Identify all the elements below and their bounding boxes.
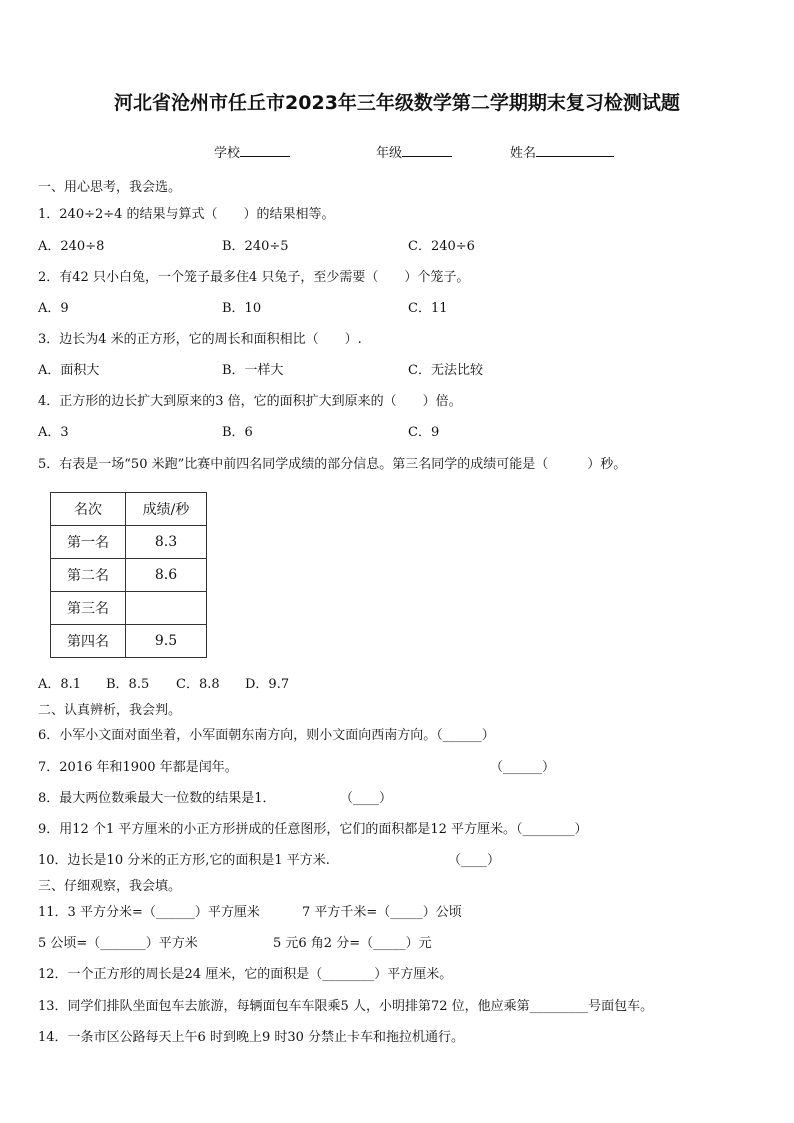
- table-cell: 第二名: [51, 559, 126, 592]
- q10-answer-blank[interactable]: （____）: [448, 853, 501, 868]
- q5-option-d[interactable]: D．9.7: [245, 677, 290, 692]
- table-cell: 8.3: [126, 526, 207, 559]
- q5-option-c[interactable]: C．8.8: [176, 677, 220, 692]
- question-13[interactable]: 13．同学们排队坐面包车去旅游，每辆面包车车限乘5 人，小明排第72 位，他应乘第_________号面包车。: [38, 999, 654, 1014]
- table-cell: 9.5: [126, 625, 207, 658]
- question-5: 5．右表是一场“50 米跑”比赛中前四名同学成绩的部分信息。第三名同学的成绩可能是（ ）秒。: [38, 457, 627, 472]
- table-row: [51, 625, 207, 658]
- table-row: [51, 559, 207, 592]
- table-cell: 第四名: [51, 625, 126, 658]
- question-11-part-b[interactable]: 7 平方千米=（_____）公顷: [302, 905, 462, 920]
- table-header-row: [51, 493, 207, 526]
- table-cell: 第一名: [51, 526, 126, 559]
- table-header-cell: 名次: [51, 493, 126, 526]
- section-2-heading: 二、认真辨析，我会判。: [38, 703, 182, 718]
- question-11-part-a[interactable]: 11．3 平方分米=（______）平方厘米: [38, 905, 260, 920]
- question-8: 8．最大两位数乘最大一位数的结果是1．: [38, 791, 276, 806]
- grade-blank[interactable]: [402, 143, 452, 157]
- section-1-heading: 一、用心思考，我会选。: [38, 180, 182, 195]
- q5-option-a[interactable]: A．8.1: [38, 677, 82, 692]
- table-cell: 8.6: [126, 559, 207, 592]
- q4-option-c[interactable]: C．9: [408, 425, 440, 440]
- q2-option-b[interactable]: B．10: [222, 301, 262, 316]
- question-7: 7．2016 年和1900 年都是闰年。: [38, 760, 238, 775]
- table-row: [51, 526, 207, 559]
- question-10: 10．边长是10 分米的正方形,它的面积是1 平方米.: [38, 853, 330, 868]
- school-label: 学校: [214, 146, 241, 161]
- q5-option-b[interactable]: B．8.5: [106, 677, 150, 692]
- name-label: 姓名: [510, 146, 537, 161]
- score-table: [50, 492, 207, 658]
- q3-option-c[interactable]: C．无法比较: [408, 363, 483, 378]
- q2-option-c[interactable]: C．11: [408, 301, 448, 316]
- q8-answer-blank[interactable]: （____）: [340, 791, 393, 806]
- q1-option-a[interactable]: A．240÷8: [38, 239, 105, 254]
- q4-option-a[interactable]: A．3: [38, 425, 69, 440]
- question-1: 1．240÷2÷4 的结果与算式（ ）的结果相等。: [38, 207, 335, 222]
- question-14: 14．一条市区公路每天上午6 时到晚上9 时30 分禁止卡车和拖拉机通行。: [38, 1030, 465, 1045]
- q2-option-a[interactable]: A．9: [38, 301, 69, 316]
- q1-option-c[interactable]: C．240÷6: [408, 239, 475, 254]
- section-3-heading: 三、仔细观察，我会填。: [38, 879, 182, 894]
- school-blank[interactable]: [240, 143, 290, 157]
- question-6[interactable]: 6．小军小文面对面坐着，小军面朝东南方向，则小文面向西南方向。（______）: [38, 728, 495, 743]
- question-3: 3．边长为4 米的正方形，它的周长和面积相比（ ）.: [38, 332, 362, 347]
- question-12[interactable]: 12．一个正方形的周长是24 厘米，它的面积是（________）平方厘米。: [38, 967, 453, 982]
- q1-option-b[interactable]: B．240÷5: [222, 239, 289, 254]
- table-row: [51, 592, 207, 625]
- table-cell: [126, 592, 207, 625]
- question-11-part-c[interactable]: 5 公顷=（_______）平方米: [38, 936, 198, 951]
- grade-label: 年级: [376, 146, 403, 161]
- question-9[interactable]: 9．用12 个1 平方厘米的小正方形拼成的任意图形，它们的面积都是12 平方厘米。（________）: [38, 822, 588, 837]
- question-11-part-d[interactable]: 5 元6 角2 分=（_____）元: [273, 936, 432, 951]
- table-cell: 第三名: [51, 592, 126, 625]
- q3-option-a[interactable]: A．面积大: [38, 363, 100, 378]
- table-header-cell: 成绩/秒: [126, 493, 207, 526]
- question-2: 2．有42 只小白兔，一个笼子最多住4 只兔子，至少需要（ ）个笼子。: [38, 270, 470, 285]
- name-field[interactable]: [510, 142, 614, 161]
- q7-answer-blank[interactable]: （______）: [490, 760, 556, 775]
- grade-field[interactable]: [376, 142, 452, 161]
- school-field[interactable]: [214, 142, 290, 161]
- q4-option-b[interactable]: B．6: [222, 425, 253, 440]
- name-blank[interactable]: [536, 143, 614, 157]
- question-4: 4．正方形的边长扩大到原来的3 倍，它的面积扩大到原来的（ ）倍。: [38, 394, 462, 409]
- page-title: 河北省沧州市任丘市2023年三年级数学第二学期期末复习检测试题: [114, 92, 680, 114]
- q3-option-b[interactable]: B．一样大: [222, 363, 284, 378]
